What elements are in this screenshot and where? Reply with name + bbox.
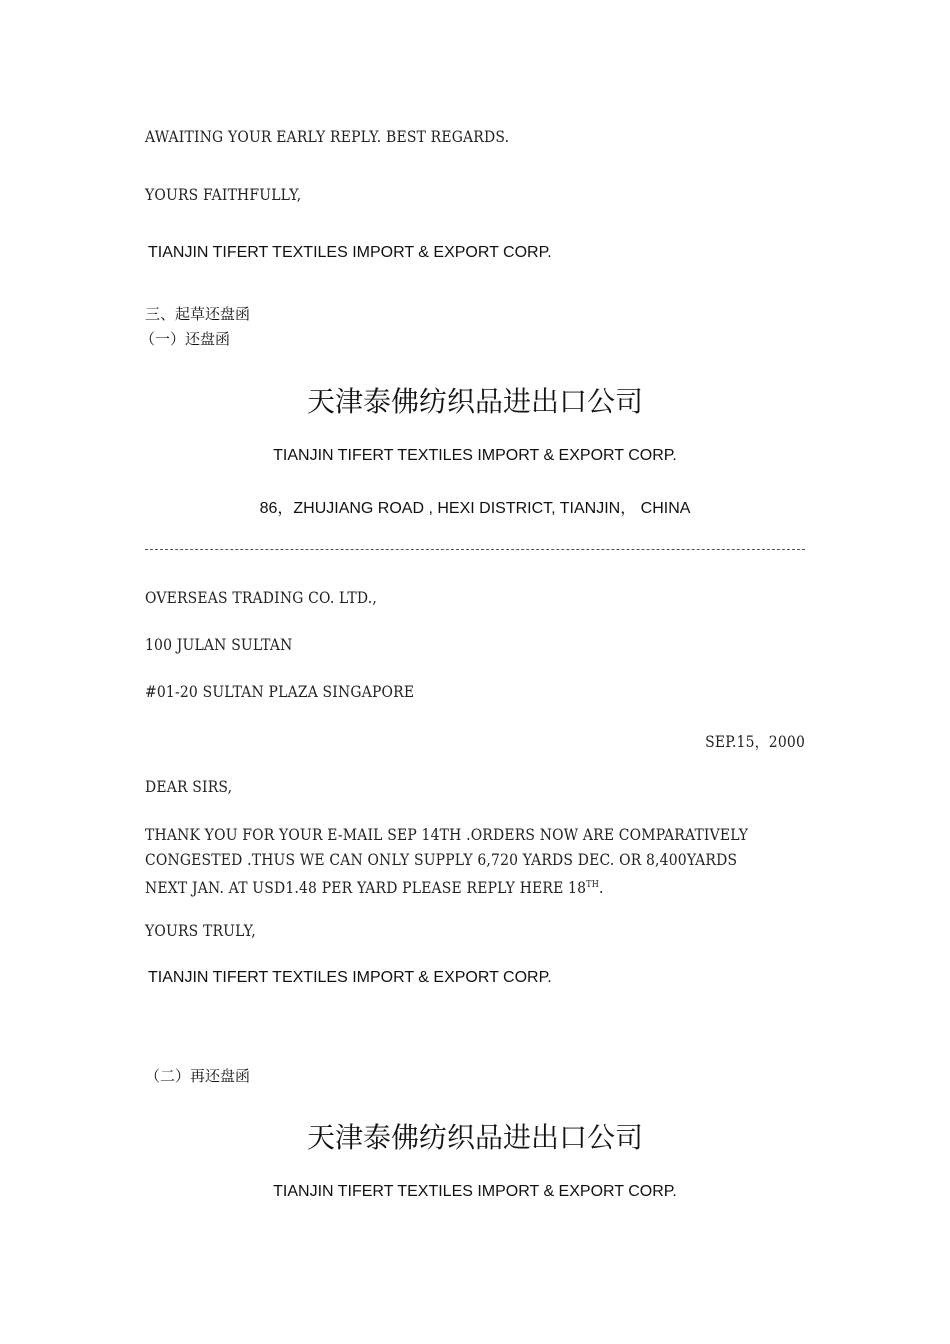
body-line-3-end: .: [599, 879, 604, 897]
letter-body: [145, 823, 748, 901]
body-line-2: CONGESTED .THUS WE CAN ONLY SUPPLY 6,720 YARDS DEC. OR 8,400YARDS: [145, 851, 738, 869]
letterhead-company-en: TIANJIN TIFERT TEXTILES IMPORT & EXPORT CORP.: [273, 447, 677, 464]
subsection-heading-1: （一）还盘函: [140, 330, 231, 348]
letterhead-company-cn: 天津泰佛纺织品进出口公司: [306, 385, 643, 418]
valediction-truly: YOURS TRULY,: [145, 922, 256, 940]
body-line-3: [145, 873, 748, 901]
salutation: DEAR SIRS,: [145, 778, 233, 796]
body-line-3-text: NEXT JAN. AT USD1.48 PER YARD PLEASE REPLY HERE 18: [145, 879, 587, 897]
closing-request: AWAITING YOUR EARLY REPLY. BEST REGARDS.: [145, 128, 510, 146]
recipient-name: OVERSEAS TRADING CO. LTD.,: [145, 589, 377, 607]
letter-date: SEP.15，2000: [705, 733, 805, 751]
body-line-1: THANK YOU FOR YOUR E-MAIL SEP 14TH .ORDERS NOW ARE COMPARATIVELY: [145, 826, 749, 844]
recipient-street: 100 JULAN SULTAN: [145, 636, 293, 654]
signature-1: TIANJIN TIFERT TEXTILES IMPORT & EXPORT CORP.: [148, 244, 552, 261]
ordinal-suffix: TH: [586, 880, 600, 890]
signature-2: TIANJIN TIFERT TEXTILES IMPORT & EXPORT CORP.: [148, 969, 552, 986]
section-heading: 三、起草还盘函: [145, 305, 251, 323]
letterhead-2-company-en: TIANJIN TIFERT TEXTILES IMPORT & EXPORT CORP.: [273, 1183, 677, 1200]
valediction-faithfully: YOURS FAITHFULLY,: [145, 186, 302, 204]
subsection-heading-2: （二）再还盘函: [145, 1067, 251, 1085]
letterhead-2-company-cn: 天津泰佛纺织品进出口公司: [306, 1121, 643, 1154]
letterhead-address: 86，ZHUJIANG ROAD , HEXI DISTRICT, TIANJIN， CHINA: [259, 500, 691, 517]
letterhead-divider: [145, 549, 805, 550]
recipient-plaza: #01-20 SULTAN PLAZA SINGAPORE: [145, 683, 415, 701]
